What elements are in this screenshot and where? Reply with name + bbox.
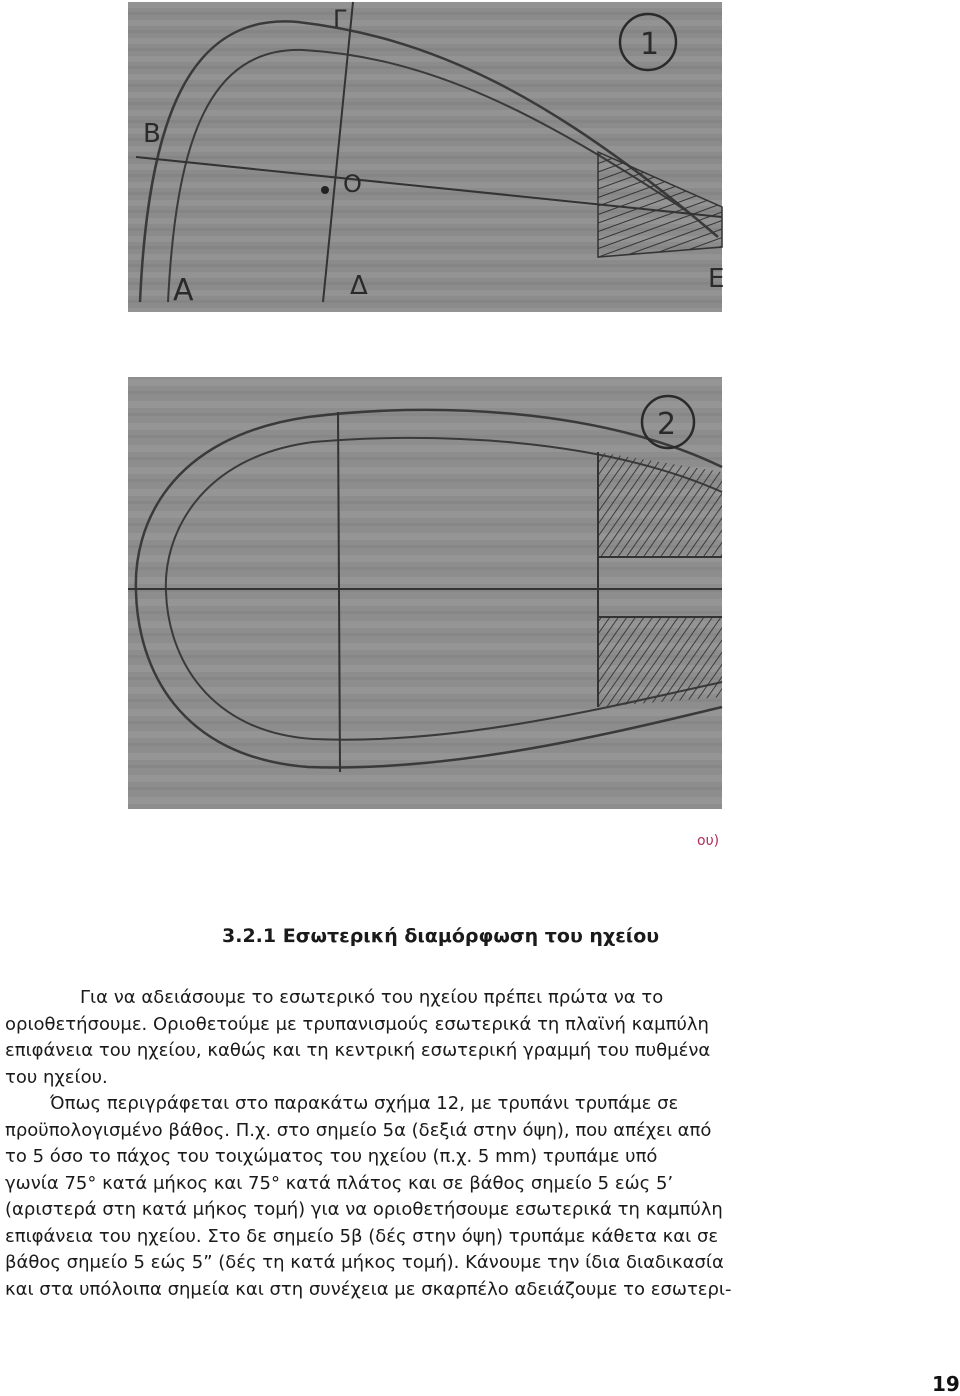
circle-number-2: 2 [657,407,677,442]
label-d: Δ [350,271,368,301]
label-o: O [343,170,362,198]
wood-drawing-photo-1 [128,2,725,312]
paragraph-line: το 5 όσο το πάχος του τοιχώματος του ηχείου (π.χ. 5 mm) τρυπάμε υπό [5,1146,658,1167]
paragraph-line: (αριστερά στη κατά μήκος τομή) για να οριοθετήσουμε εσωτερικά τη καμπύλη [5,1199,723,1220]
circle-number-1: 1 [640,27,660,62]
label-b: B [143,119,161,149]
wood-drawing-photo-2 [128,377,722,809]
clipped-fragment-text: ου) [697,833,720,849]
page-number: 19 [932,1372,960,1396]
label-a: A [173,273,194,308]
paragraph-line: προϋπολογισμένο βάθος. Π.χ. στο σημείο 5α (δεξιά στην όψη), που απέχει από [5,1119,712,1141]
paragraph-line: επιφάνεια του ηχείου. Στο δε σημείο 5β (δές στην όψη) τρυπάμε κάθετα και σε [5,1225,719,1247]
paragraph-line: Όπως περιγράφεται στο παρακάτω σχήμα 12, με τρυπάνι τρυπάμε σε [50,1093,679,1114]
paragraph-line: Για να αδειάσουμε το εσωτερικό του ηχείου πρέπει πρώτα να το [80,987,664,1008]
label-e: E [708,264,725,294]
photo-2-illustration [128,377,722,809]
body-paragraph [5,985,905,1303]
paragraph-line: και στα υπόλοιπα σημεία και στη συνέχεια με σκαρπέλο αδειάζουμε το εσωτερι- [5,1278,732,1300]
section-heading: 3.2.1 Εσωτερική διαμόρφωση του ηχείου [222,925,660,947]
paragraph-line: βάθος σημείο 5 εώς 5” (δές τη κατά μήκος τομή). Κάνουμε την ίδια διαδικασία [5,1252,724,1273]
paragraph-line: γωνία 75° κατά μήκος και 75° κατά πλάτος και σε βάθος σημείο 5 εώς 5’ [5,1172,674,1194]
photo-1-illustration [128,2,725,312]
paragraph-line: του ηχείου. [5,1066,108,1088]
paragraph-line: επιφάνεια του ηχείου, καθώς και τη κεντρική εσωτερική γραμμή του πυθμένα [5,1040,711,1061]
paragraph-line: οριοθετήσουμε. Οριοθετούμε με τρυπανισμούς εσωτερικά τη πλαϊνή καμπύλη [5,1013,709,1035]
label-g: Γ [333,5,347,33]
